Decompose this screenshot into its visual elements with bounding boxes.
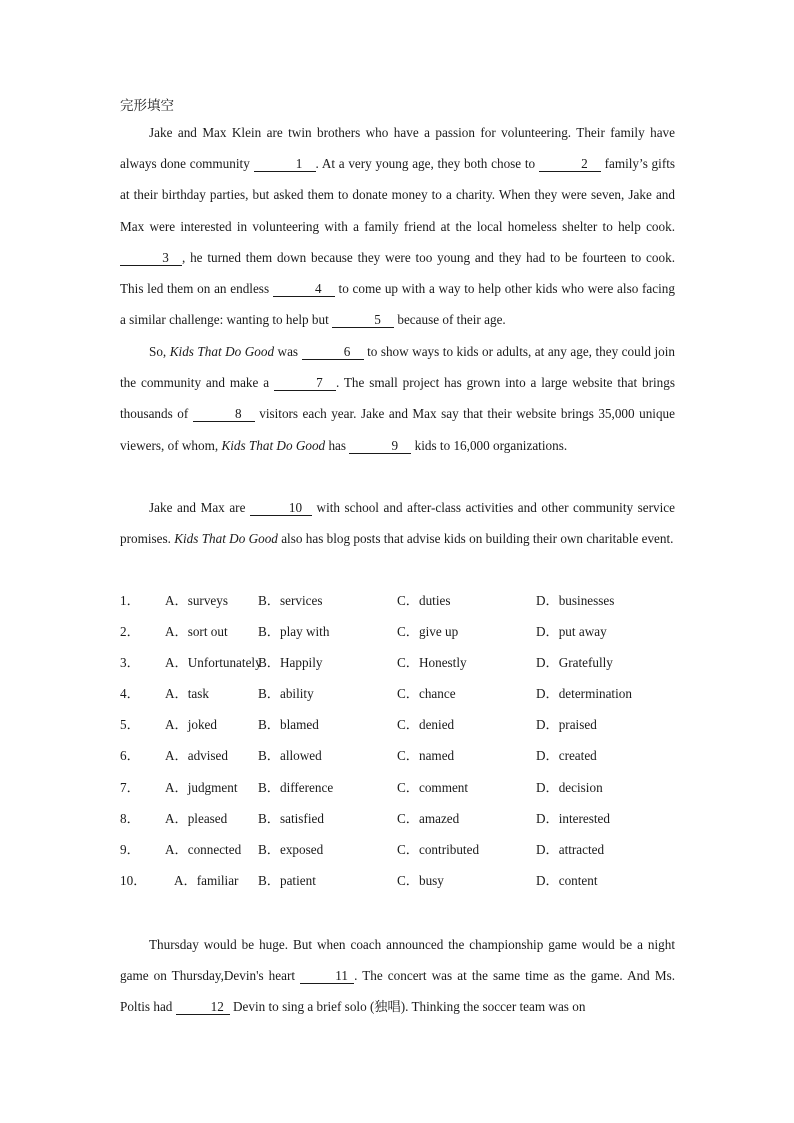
option-d: D．decision <box>536 780 603 795</box>
option-a: A．task <box>165 686 209 701</box>
option-a: A．familiar <box>174 873 239 888</box>
text-run: Jake and Max Klein are twin brothers who have a passion for volunteering. Their family have always done community <box>120 125 675 172</box>
option-a: A．surveys <box>165 593 229 608</box>
question-number: 10． <box>120 873 147 888</box>
option-d: D．determination <box>536 686 632 701</box>
blank-8: 8 <box>193 406 255 422</box>
passage-paragraph-2 <box>120 336 675 461</box>
question-number: 1． <box>120 593 140 608</box>
option-c: C．amazed <box>397 811 460 826</box>
text-run: to show ways to kids or adults, at any age, they could join the community and make a <box>120 344 675 391</box>
text-run: , he turned them down because they were too young and they had to be fourteen to cook. This led them on an endless <box>120 249 675 297</box>
option-c: C．give up <box>397 624 459 639</box>
question-number: 9． <box>120 842 140 857</box>
option-row <box>120 653 680 673</box>
option-row <box>120 778 680 798</box>
option-c: C．comment <box>397 780 469 795</box>
option-a: A．Unfortunately <box>165 655 262 670</box>
option-d: D．Gratefully <box>536 655 613 670</box>
option-d: D．businesses <box>536 593 615 608</box>
question-number: 4． <box>120 686 140 701</box>
option-a: A．judgment <box>165 780 238 795</box>
option-b: B．Happily <box>258 655 323 670</box>
option-b: B．services <box>258 593 323 608</box>
text-run: with school and after-class activities and other community service promises. <box>120 500 675 547</box>
option-c: C．Honestly <box>397 655 467 670</box>
option-b: B．play with <box>258 624 330 639</box>
passage2-paragraph <box>120 929 675 1023</box>
option-row <box>120 622 680 642</box>
option-d: D．interested <box>536 811 610 826</box>
option-b: B．ability <box>258 686 314 701</box>
text-run: kids to 16,000 organizations. <box>411 437 568 453</box>
option-row <box>120 840 680 860</box>
option-row <box>120 684 680 704</box>
text-run: Jake and Max are <box>149 500 250 515</box>
blank-5: 5 <box>332 312 394 328</box>
passage-paragraph-1 <box>120 117 675 335</box>
blank-4: 4 <box>273 281 335 297</box>
option-d: D．created <box>536 748 597 763</box>
option-a: A．connected <box>165 842 242 857</box>
option-c: C．busy <box>397 873 444 888</box>
text-run: Thursday would be huge. But when coach announced the championship game would be a night game on Thursday,Devin's heart <box>120 937 675 984</box>
text-run: was <box>274 344 302 359</box>
option-a: A．pleased <box>165 811 228 826</box>
option-b: B．exposed <box>258 842 324 857</box>
emphasis-text: Kids That Do Good <box>174 531 278 547</box>
emphasis-text: Kids That Do Good <box>169 344 275 359</box>
blank-9: 9 <box>349 438 411 454</box>
text-run: to come up with a way to help other kids who were also facing a similar challenge: wanting to help but <box>120 281 675 328</box>
section-heading: 完形填空 <box>120 98 174 114</box>
blank-12: 12 <box>176 999 230 1015</box>
option-a: A．advised <box>165 748 228 763</box>
option-row <box>120 715 680 735</box>
question-number: 5． <box>120 717 140 732</box>
blank-7: 7 <box>274 375 336 391</box>
option-c: C．named <box>397 748 455 763</box>
text-run: . At a very young age, they both chose to <box>315 156 539 172</box>
question-number: 2． <box>120 624 140 639</box>
option-a: A．sort out <box>165 624 228 639</box>
option-d: D．content <box>536 873 598 888</box>
option-d: D．praised <box>536 717 597 732</box>
question-number: 7． <box>120 780 140 795</box>
option-b: B．satisfied <box>258 811 324 826</box>
option-d: D．attracted <box>536 842 605 857</box>
passage-paragraph-3 <box>120 492 675 554</box>
option-row <box>120 591 680 611</box>
question-number: 8． <box>120 811 140 826</box>
text-run: . The small project has grown into a large website that brings thousands of <box>120 375 675 422</box>
option-d: D．put away <box>536 624 607 639</box>
text-run: has <box>325 437 350 453</box>
option-c: C．duties <box>397 593 451 608</box>
emphasis-text: Kids That Do Good <box>221 437 326 453</box>
blank-3: 3 <box>120 250 182 266</box>
blank-10: 10 <box>250 500 312 516</box>
question-number: 3． <box>120 655 140 670</box>
blank-1: 1 <box>254 156 316 172</box>
text-run: because of their age. <box>394 312 506 328</box>
blank-11: 11 <box>300 968 354 984</box>
text-run: Devin to sing a brief solo (独唱). Thinking the soccer team was on <box>229 999 586 1015</box>
text-run: visitors each year. Jake and Max say that their website brings 35,000 unique viewers, of whom, <box>120 406 675 453</box>
text-run: So, <box>149 344 170 359</box>
option-b: B．patient <box>258 873 316 888</box>
option-b: B．allowed <box>258 748 322 763</box>
option-b: B．difference <box>258 780 334 795</box>
text-run: family’s gifts at their birthday parties, but asked them to donate money to a charity. When they were seven, Jake and Max were interested in volunteering with a family friend at the local homeless shelter to help cook. <box>120 156 676 234</box>
question-number: 6． <box>120 748 140 763</box>
text-run: . The concert was at the same time as the game. And Ms. Poltis had <box>120 968 675 1015</box>
option-a: A．joked <box>165 717 218 732</box>
text-run: also has blog posts that advise kids on building their own charitable event. <box>277 531 674 547</box>
option-c: C．contributed <box>397 842 480 857</box>
option-c: C．chance <box>397 686 456 701</box>
option-c: C．denied <box>397 717 455 732</box>
option-row <box>120 871 680 891</box>
option-row <box>120 746 680 766</box>
option-row <box>120 809 680 829</box>
blank-6: 6 <box>302 344 364 360</box>
blank-2: 2 <box>539 156 601 172</box>
option-b: B．blamed <box>258 717 319 732</box>
